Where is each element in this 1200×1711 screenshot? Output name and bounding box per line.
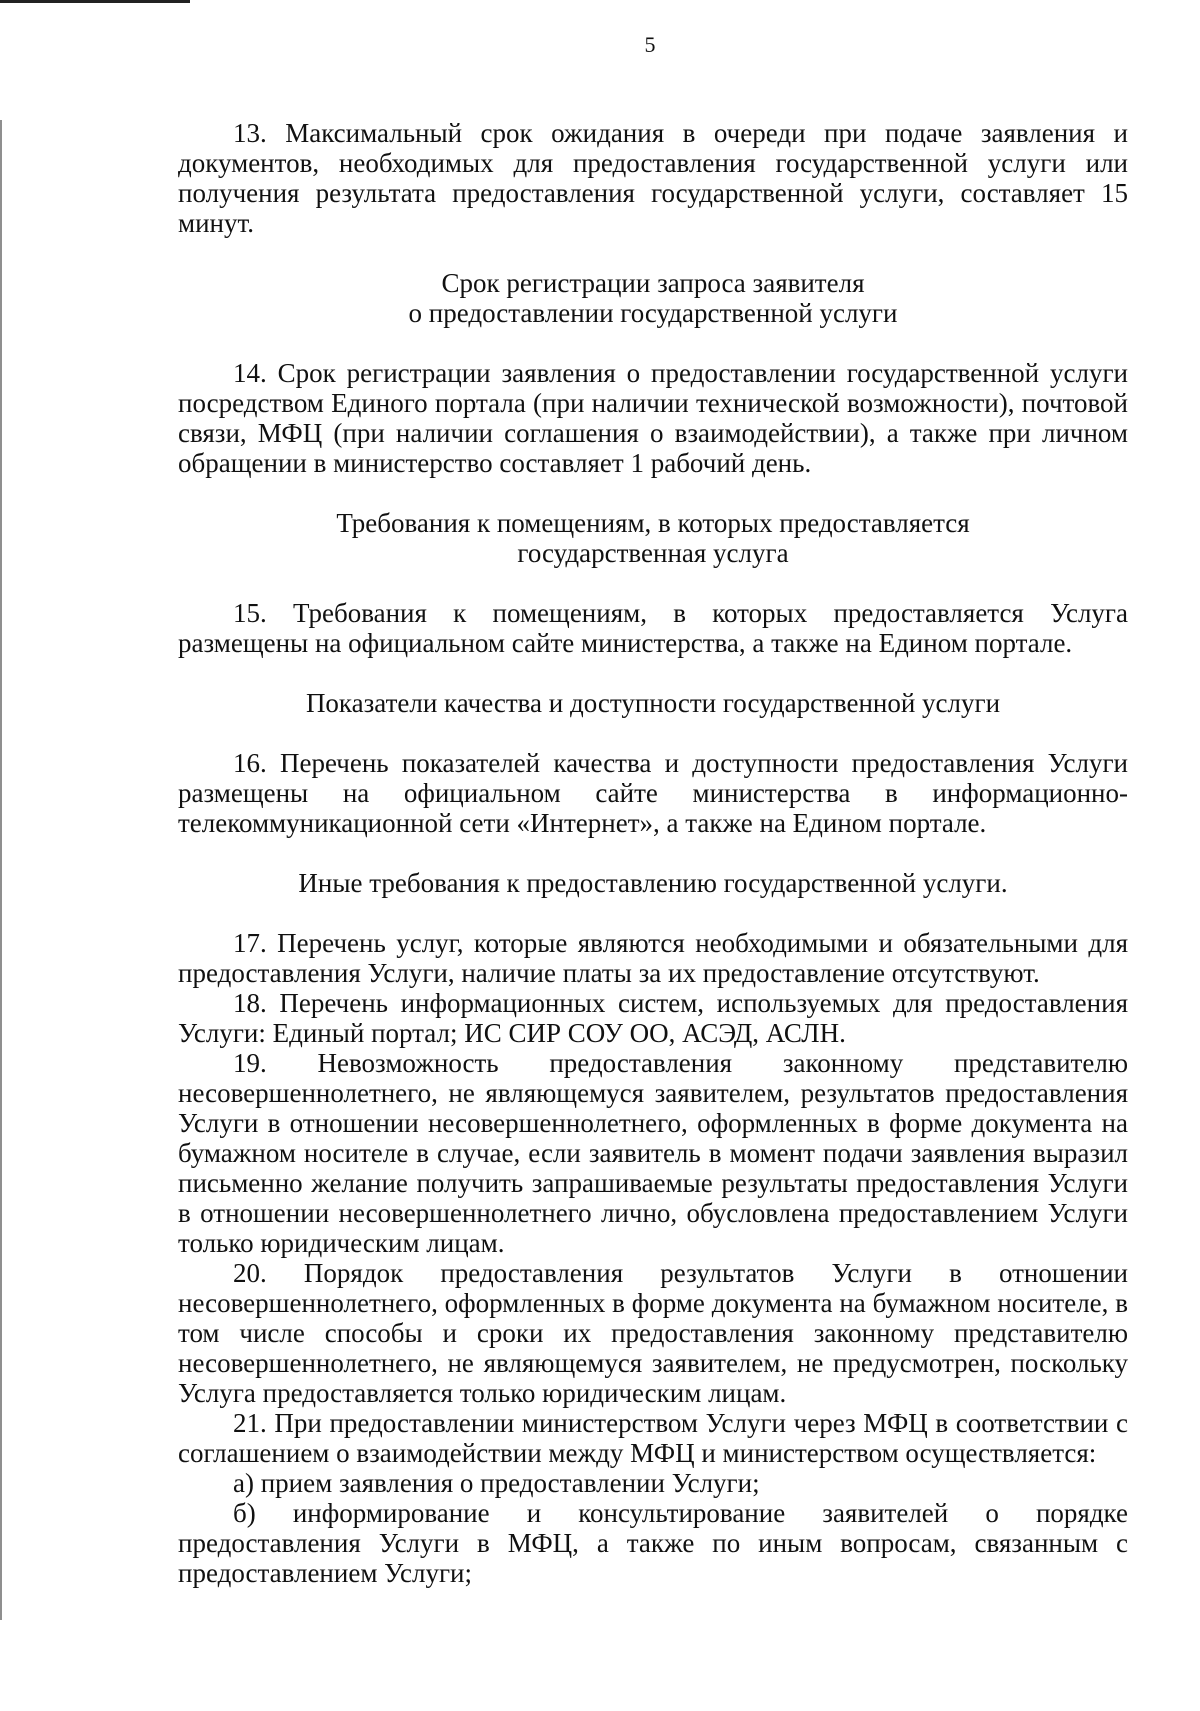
paragraph-13: 13. Максимальный срок ожидания в очереди при подаче заявления и документов, необходимых для предоставления государственной услуги или получения результата предоставления государственной услуги, составляет 15 минут. [178, 118, 1128, 238]
scan-edge-left [0, 120, 2, 1620]
paragraph-19: 19. Невозможность предоставления законному представителю несовершеннолетнего, не являющемуся заявителем, результатов предоставления Услуги в отношении несовершеннолетнего, оформленных в форме документа на бумажном носителе в случае, если заявитель в момент подачи заявления выразил письменно желание получить запрашиваемые результаты предоставления Услуги в отношении несовершеннолетнего лично, обусловлена предоставлением Услуги только юридическим лицам. [178, 1048, 1128, 1258]
paragraph-21a: а) прием заявления о предоставлении Услуги; [233, 1468, 760, 1498]
paragraph-20: 20. Порядок предоставления результатов Услуги в отношении несовершеннолетнего, оформленных в форме документа на бумажном носителе, в том числе способы и сроки их предоставления законному представителю несовершеннолетнего, не являющемуся заявителем, не предусмотрен, поскольку Услуга предоставляется только юридическим лицам. [178, 1258, 1128, 1408]
heading-quality: Показатели качества и доступности государственной услуги [305, 688, 1001, 718]
heading-premises-line1: Требования к помещениям, в которых предоставляется [336, 508, 970, 538]
paragraph-17: 17. Перечень услуг, которые являются необходимыми и обязательными для предоставления Услуги, наличие платы за их предоставление отсутствуют. [178, 928, 1128, 988]
heading-registration-line1: Срок регистрации запроса заявителя [441, 268, 865, 298]
paragraph-15: 15. Требования к помещениям, в которых предоставляется Услуга размещены на официальном сайте министерства, а также на Едином портале. [178, 598, 1128, 658]
paragraph-16: 16. Перечень показателей качества и доступности предоставления Услуги размещены на официальном сайте министерства в информационно-телекоммуникационной сети «Интернет», а также на Едином портале. [178, 748, 1128, 838]
heading-registration-line2: о предоставлении государственной услуги [408, 298, 898, 328]
paragraph-21b: б) информирование и консультирование заявителей о порядке предоставления Услуги в МФЦ, а также по иным вопросам, связанным с предоставлением Услуги; [178, 1498, 1128, 1588]
page-number: 5 [644, 32, 656, 57]
paragraph-14: 14. Срок регистрации заявления о предоставлении государственной услуги посредством Единого портала (при наличии технической возможности), почтовой связи, МФЦ (при наличии соглашения о взаимодействии), а также при личном обращении в министерство составляет 1 рабочий день. [178, 358, 1128, 478]
heading-other-requirements: Иные требования к предоставлению государственной услуги. [298, 868, 1008, 898]
heading-premises-line2: государственная услуга [517, 538, 789, 568]
scan-edge-top [0, 0, 190, 3]
paragraph-21: 21. При предоставлении министерством Услуги через МФЦ в соответствии с соглашением о взаимодействии между МФЦ и министерством осуществляется: [178, 1408, 1128, 1468]
paragraph-18: 18. Перечень информационных систем, используемых для предоставления Услуги: Единый портал; ИС СИР СОУ ОО, АСЭД, АСЛН. [178, 988, 1128, 1048]
document-body [178, 118, 1128, 1588]
